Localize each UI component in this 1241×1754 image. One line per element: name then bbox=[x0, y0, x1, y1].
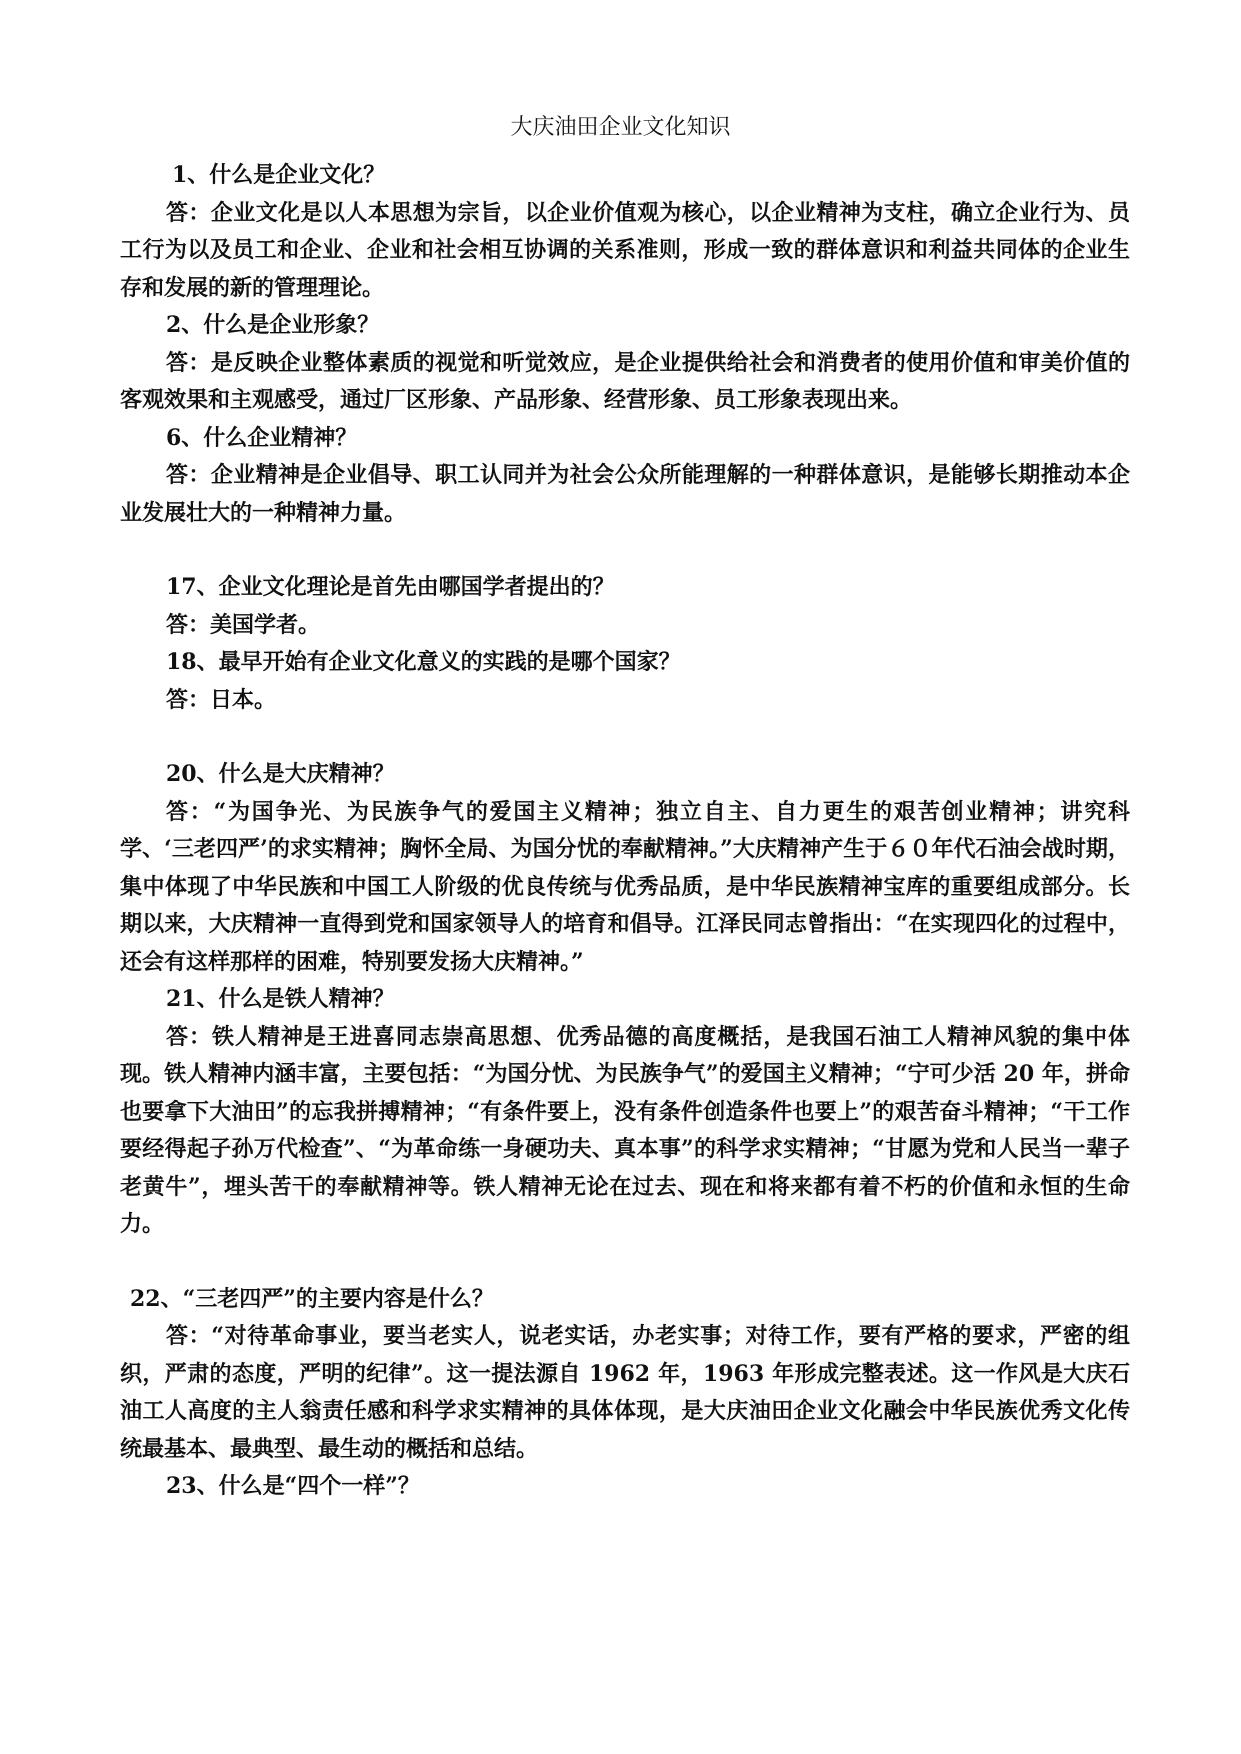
question-20: 20、什么是大庆精神？ bbox=[166, 761, 395, 787]
answer-6: 答：企业精神是企业倡导、职工认同并为社会公众所能理解的一种群体意识，是能够长期推动本企业发展壮大的一种精神力量。 bbox=[120, 462, 1130, 526]
section-spacer bbox=[120, 719, 1130, 756]
page-title: 大庆油田企业文化知识 bbox=[510, 115, 731, 140]
document-body bbox=[120, 157, 1130, 1506]
question-6: 6、什么企业精神？ bbox=[166, 424, 358, 451]
section-spacer bbox=[120, 532, 1130, 569]
answer-22: 答：“对待革命事业，要当老实人，说老实话，办老实事；对待工作，要有严格的要求，严密的组织，严肃的态度，严明的纪律”。这一提法源自 1962 年，1963 年形成完整表述。这一作风是大庆石油工人高度的主人翁责任感和科学求实精神的具体体现，是大庆油田企业文化融会中华民族优秀文化传统最基本、最典型、最生动的概括和总结。 bbox=[120, 1323, 1130, 1462]
answer-20: 答：“为国争光、为民族争气的爱国主义精神；独立自主、自力更生的艰苦创业精神；讲究科学、‘三老四严’的求实精神；胸怀全局、为国分忧的奉献精神。”大庆精神产生于６０年代石油会战时期，集中体现了中华民族和中国工人阶级的优良传统与优秀品质，是中华民族精神宝库的重要组成部分。长期以来，大庆精神一直得到党和国家领导人的培育和倡导。江泽民同志曾指出：“在实现四化的过程中，还会有这样那样的困难，特别要发扬大庆精神。” bbox=[120, 798, 1130, 975]
question-22: 22、“三老四严”的主要内容是什么？ bbox=[130, 1285, 494, 1312]
question-17: 17、企业文化理论是首先由哪国学者提出的？ bbox=[166, 574, 615, 600]
question-1: 1、什么是企业文化？ bbox=[172, 162, 386, 188]
answer-1: 答：企业文化是以人本思想为宗旨，以企业价值观为核心，以企业精神为支柱，确立企业行为、员工行为以及员工和企业、企业和社会相互协调的关系准则，形成一致的群体意识和利益共同体的企业生存和发展的新的管理理论。 bbox=[120, 199, 1130, 301]
question-18: 18、最早开始有企业文化意义的实践的是哪个国家？ bbox=[166, 649, 681, 675]
question-21: 21、什么是铁人精神？ bbox=[166, 986, 395, 1012]
answer-18: 答：日本。 bbox=[166, 686, 277, 713]
question-2: 2、什么是企业形象？ bbox=[166, 312, 380, 338]
answer-2: 答：是反映企业整体素质的视觉和听觉效应，是企业提供给社会和消费者的使用价值和审美价值的客观效果和主观感受，通过厂区形象、产品形象、经营形象、员工形象表现出来。 bbox=[120, 349, 1130, 413]
question-23: 23、什么是“四个一样”？ bbox=[166, 1473, 420, 1499]
section-spacer bbox=[120, 1244, 1130, 1281]
answer-17: 答：美国学者。 bbox=[166, 611, 321, 638]
answer-21: 答：铁人精神是王进喜同志崇高思想、优秀品德的高度概括，是我国石油工人精神风貌的集中体现。铁人精神内涵丰富，主要包括：“为国分忧、为民族争气”的爱国主义精神；“宁可少活 20 年，拼命也要拿下大油田”的忘我拼搏精神；“有条件要上，没有条件创造条件也要上”的艰苦奋斗精神；“干工作要经得起子孙万代检查”、“为革命练一身硬功夫、真本事”的科学求实精神；“甘愿为党和人民当一辈子老黄牛”，埋头苦干的奉献精神等。铁人精神无论在过去、现在和将来都有着不朽的价值和永恒的生命力。 bbox=[120, 1023, 1130, 1237]
